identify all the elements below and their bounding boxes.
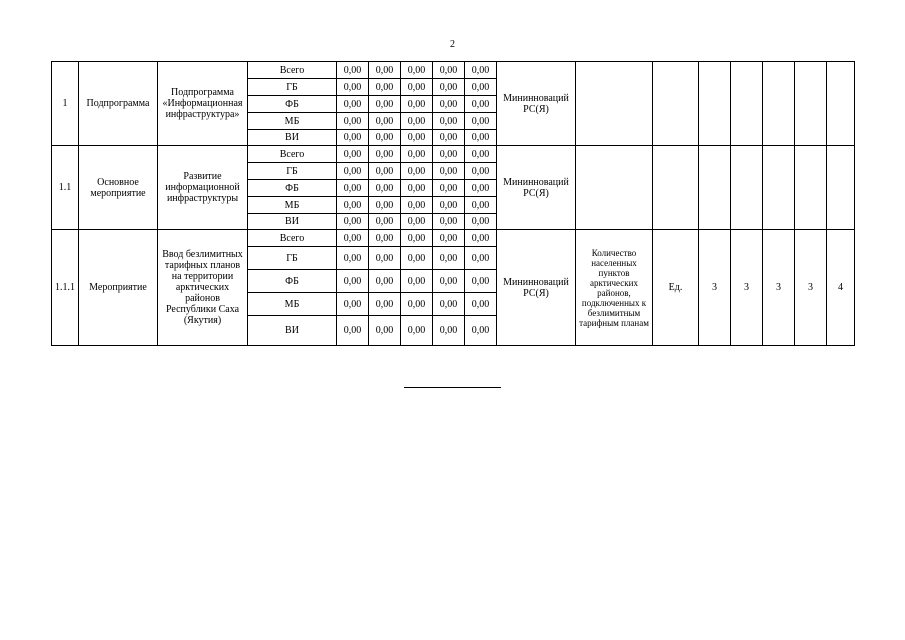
amount-cell: 0,00 (465, 113, 497, 130)
amount-cell: 0,00 (337, 130, 369, 146)
executor-cell: Мининноваций РС(Я) (497, 146, 576, 230)
page-number: 2 (450, 39, 455, 50)
amount-cell: 0,00 (337, 146, 369, 163)
amount-cell: 0,00 (337, 230, 369, 247)
amount-cell: 0,00 (465, 96, 497, 113)
amount-cell: 0,00 (369, 130, 401, 146)
amount-cell: 0,00 (465, 163, 497, 180)
amount-cell: 0,00 (401, 293, 433, 316)
amount-cell: 0,00 (465, 180, 497, 197)
amount-cell: 0,00 (465, 214, 497, 230)
amount-cell: 0,00 (369, 293, 401, 316)
target-value-cell (795, 146, 827, 230)
amount-cell: 0,00 (369, 163, 401, 180)
funding-source-cell: ФБ (248, 180, 337, 197)
amount-cell: 0,00 (337, 79, 369, 96)
amount-cell: 0,00 (337, 197, 369, 214)
unit-cell (653, 146, 699, 230)
unit-cell (653, 62, 699, 146)
item-number-cell: 1 (52, 62, 79, 146)
indicator-cell: Количество населенных пунктов арктических районов, подключенных к безлимитным тарифным планам (576, 230, 653, 346)
target-value-cell (827, 146, 855, 230)
funding-source-cell: ФБ (248, 270, 337, 293)
amount-cell: 0,00 (401, 214, 433, 230)
amount-cell: 0,00 (369, 62, 401, 79)
amount-cell: 0,00 (401, 247, 433, 270)
amount-cell: 0,00 (401, 96, 433, 113)
item-type-cell: Основное мероприятие (79, 146, 158, 230)
item-name-cell: Подпрограмма «Информационная инфраструктура» (158, 62, 248, 146)
item-type-cell: Мероприятие (79, 230, 158, 346)
funding-source-cell: МБ (248, 293, 337, 316)
funding-source-cell: МБ (248, 197, 337, 214)
amount-cell: 0,00 (465, 62, 497, 79)
amount-cell: 0,00 (369, 214, 401, 230)
amount-cell: 0,00 (401, 163, 433, 180)
table-row (52, 230, 855, 247)
executor-cell: Мининноваций РС(Я) (497, 62, 576, 146)
amount-cell: 0,00 (401, 180, 433, 197)
amount-cell: 0,00 (401, 130, 433, 146)
item-number-cell: 1.1 (52, 146, 79, 230)
item-name-cell: Развитие информационной инфраструктуры (158, 146, 248, 230)
target-value-cell (731, 62, 763, 146)
amount-cell: 0,00 (369, 197, 401, 214)
amount-cell: 0,00 (337, 316, 369, 346)
amount-cell: 0,00 (433, 62, 465, 79)
amount-cell: 0,00 (401, 230, 433, 247)
amount-cell: 0,00 (401, 113, 433, 130)
amount-cell: 0,00 (401, 197, 433, 214)
funding-source-cell: Всего (248, 146, 337, 163)
amount-cell: 0,00 (433, 96, 465, 113)
amount-cell: 0,00 (465, 316, 497, 346)
funding-source-cell: Всего (248, 230, 337, 247)
target-value-cell (699, 146, 731, 230)
target-value-cell (763, 62, 795, 146)
item-number-cell: 1.1.1 (52, 230, 79, 346)
amount-cell: 0,00 (433, 163, 465, 180)
target-value-cell (731, 146, 763, 230)
amount-cell: 0,00 (465, 146, 497, 163)
amount-cell: 0,00 (465, 247, 497, 270)
amount-cell: 0,00 (369, 230, 401, 247)
target-value-cell (763, 146, 795, 230)
amount-cell: 0,00 (369, 113, 401, 130)
amount-cell: 0,00 (401, 146, 433, 163)
amount-cell: 0,00 (337, 96, 369, 113)
indicator-cell (576, 62, 653, 146)
target-value-cell: 4 (827, 230, 855, 346)
program-table (51, 61, 855, 346)
amount-cell: 0,00 (433, 214, 465, 230)
amount-cell: 0,00 (433, 197, 465, 214)
target-value-cell: 3 (699, 230, 731, 346)
amount-cell: 0,00 (401, 316, 433, 346)
target-value-cell (827, 62, 855, 146)
funding-source-cell: ВИ (248, 316, 337, 346)
amount-cell: 0,00 (337, 214, 369, 230)
funding-source-cell: ГБ (248, 247, 337, 270)
amount-cell: 0,00 (433, 180, 465, 197)
amount-cell: 0,00 (369, 79, 401, 96)
table-row (52, 146, 855, 163)
amount-cell: 0,00 (433, 247, 465, 270)
amount-cell: 0,00 (465, 197, 497, 214)
amount-cell: 0,00 (465, 230, 497, 247)
indicator-cell (576, 146, 653, 230)
funding-source-cell: ВИ (248, 214, 337, 230)
target-value-cell: 3 (795, 230, 827, 346)
amount-cell: 0,00 (337, 113, 369, 130)
amount-cell: 0,00 (465, 270, 497, 293)
amount-cell: 0,00 (433, 113, 465, 130)
amount-cell: 0,00 (433, 146, 465, 163)
amount-cell: 0,00 (401, 62, 433, 79)
amount-cell: 0,00 (369, 146, 401, 163)
funding-source-cell: ВИ (248, 130, 337, 146)
amount-cell: 0,00 (433, 230, 465, 247)
funding-source-cell: МБ (248, 113, 337, 130)
funding-source-cell: Всего (248, 62, 337, 79)
amount-cell: 0,00 (369, 96, 401, 113)
amount-cell: 0,00 (433, 316, 465, 346)
target-value-cell (699, 62, 731, 146)
table-body (52, 62, 855, 346)
amount-cell: 0,00 (337, 62, 369, 79)
amount-cell: 0,00 (401, 79, 433, 96)
amount-cell: 0,00 (369, 247, 401, 270)
amount-cell: 0,00 (433, 270, 465, 293)
amount-cell: 0,00 (465, 293, 497, 316)
separator-line (404, 387, 501, 388)
funding-source-cell: ГБ (248, 79, 337, 96)
amount-cell: 0,00 (401, 270, 433, 293)
amount-cell: 0,00 (369, 316, 401, 346)
target-value-cell (795, 62, 827, 146)
amount-cell: 0,00 (337, 247, 369, 270)
funding-source-cell: ФБ (248, 96, 337, 113)
table-row (52, 62, 855, 79)
amount-cell: 0,00 (433, 130, 465, 146)
amount-cell: 0,00 (465, 130, 497, 146)
amount-cell: 0,00 (433, 79, 465, 96)
item-type-cell: Подпрограмма (79, 62, 158, 146)
executor-cell: Мининноваций РС(Я) (497, 230, 576, 346)
amount-cell: 0,00 (369, 180, 401, 197)
amount-cell: 0,00 (337, 163, 369, 180)
amount-cell: 0,00 (337, 180, 369, 197)
funding-source-cell: ГБ (248, 163, 337, 180)
amount-cell: 0,00 (337, 270, 369, 293)
unit-cell: Ед. (653, 230, 699, 346)
amount-cell: 0,00 (337, 293, 369, 316)
target-value-cell: 3 (763, 230, 795, 346)
item-name-cell: Ввод безлимитных тарифных планов на территории арктических районов Республики Саха (Якутия) (158, 230, 248, 346)
amount-cell: 0,00 (465, 79, 497, 96)
amount-cell: 0,00 (369, 270, 401, 293)
target-value-cell: 3 (731, 230, 763, 346)
amount-cell: 0,00 (433, 293, 465, 316)
